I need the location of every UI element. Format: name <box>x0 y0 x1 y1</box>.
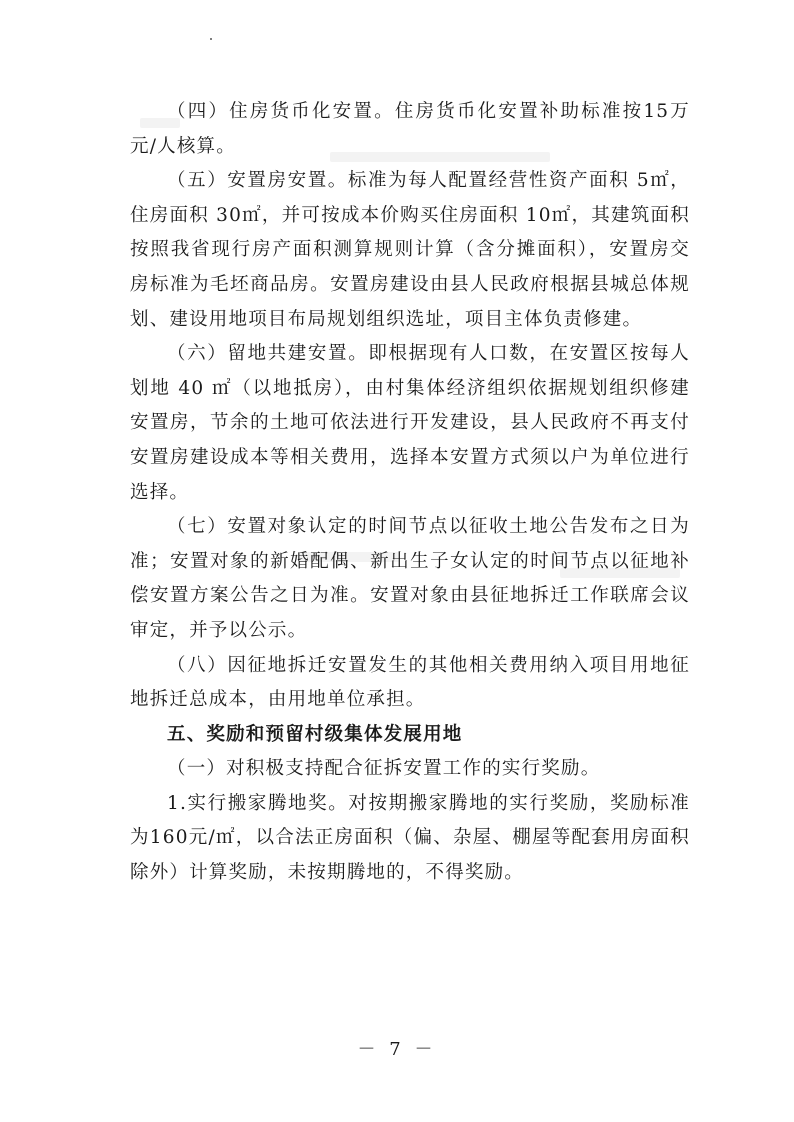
scan-speck <box>210 38 212 40</box>
page-number: － 7 － <box>357 1039 437 1060</box>
paragraph-reward-intro: （一）对积极支持配合征拆安置工作的实行奖励。 <box>167 758 601 780</box>
paragraph-resettlement-housing: （五）安置房安置。标准为每人配置经营性资产面积 5㎡，住房面积 30㎡，并可按成本价购买住房面积 10㎡，其建筑面积按照我省现行房产面积测算规则计算（含分摊面积），安置房交房标准为毛坯商品房。安置房建设由县人民政府根据县城总体规划、建设用地项目布局规划组织选址，项目主体负责修建。 <box>130 170 690 330</box>
paragraph-moving-reward: 1.实行搬家腾地奖。对按期搬家腾地的实行奖励，奖励标准为160元/㎡，以合法正房面积（偏、杂屋、棚屋等配套用房面积除外）计算奖励，未按期腾地的，不得奖励。 <box>130 792 690 884</box>
paragraph-other-costs: （八）因征地拆迁安置发生的其他相关费用纳入项目用地征地拆迁总成本，由用地单位承担。 <box>130 654 690 711</box>
document-body <box>130 95 690 891</box>
paragraph-reserved-land: （六）留地共建安置。即根据现有人口数，在安置区按每人划地 40 ㎡（以地抵房），由村集体经济组织依据规划组织修建安置房，节余的土地可依法进行开发建设，县人民政府不再支付安置房建设成本等相关费用，选择本安置方式须以户为单位进行选择。 <box>130 343 690 503</box>
section-heading: 五、奖励和预留村级集体发展用地 <box>167 723 463 745</box>
paragraph-eligibility-date: （七）安置对象认定的时间节点以征收土地公告发布之日为准；安置对象的新婚配偶、新出生子女认定的时间节点以征地补偿安置方案公告之日为准。安置对象由县征地拆迁工作联席会议审定，并予以公示。 <box>130 516 690 641</box>
paragraph-housing-monetization: （四）住房货币化安置。住房货币化安置补助标准按15万元/人核算。 <box>130 101 690 157</box>
